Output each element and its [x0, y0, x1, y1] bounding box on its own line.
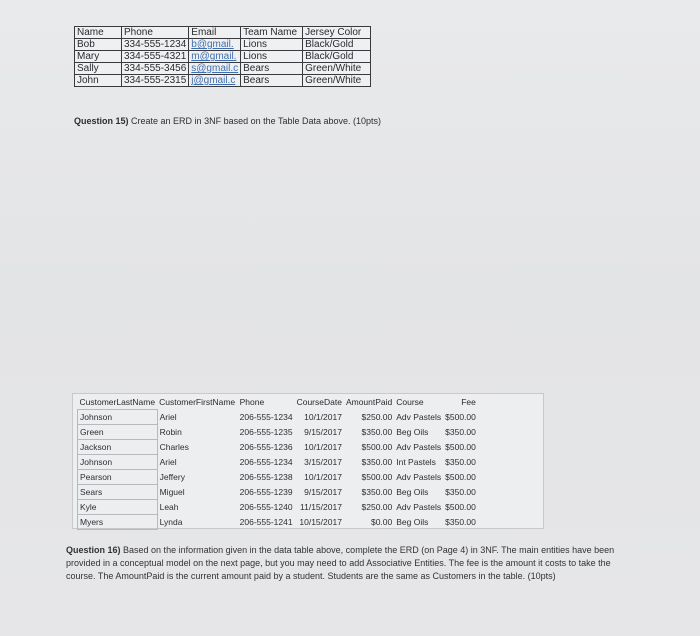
- table-row: [78, 425, 478, 440]
- question-15-label: Question 15): [74, 116, 129, 126]
- cell-fee: $500.00: [445, 502, 476, 512]
- table-row: [78, 455, 478, 470]
- cell-phone: 206-555-1234: [239, 457, 293, 467]
- email-link[interactable]: b@gmail.: [191, 39, 234, 50]
- cell-last-name: Jackson: [78, 440, 158, 455]
- cell-email[interactable]: [189, 39, 241, 51]
- cell-name: Mary: [75, 51, 122, 63]
- cell-amount-paid: $350.00: [361, 457, 393, 467]
- table-row: [78, 500, 478, 515]
- question-16: [66, 544, 626, 583]
- cell-jersey: Green/White: [303, 63, 371, 75]
- course-table-header: [78, 395, 478, 410]
- cell-email[interactable]: [189, 63, 241, 75]
- cell-amount-paid: $250.00: [361, 412, 393, 422]
- course-table: [77, 395, 478, 530]
- cell-fee: $350.00: [445, 427, 476, 437]
- cell-amount-paid: $350.00: [361, 487, 393, 497]
- cell-fee: $350.00: [445, 487, 476, 497]
- cell-last-name: Johnson: [78, 410, 158, 425]
- cell-first-name: Lynda: [159, 517, 183, 527]
- header-customer-last-name: CustomerLastName: [79, 397, 156, 407]
- cell-first-name: Ariel: [159, 412, 177, 422]
- cell-email[interactable]: [189, 51, 241, 63]
- cell-team: Lions: [241, 51, 303, 63]
- cell-course: Beg Oils: [396, 517, 429, 527]
- header-customer-first-name: CustomerFirstName: [159, 397, 236, 408]
- cell-course: Beg Oils: [396, 427, 429, 437]
- table-row: [75, 63, 371, 75]
- cell-amount-paid: $250.00: [361, 502, 393, 512]
- cell-fee: $500.00: [445, 472, 476, 482]
- cell-first-name: Leah: [159, 502, 179, 512]
- cell-course: Adv Pastels: [396, 442, 442, 452]
- cell-course-date: 10/1/2017: [304, 472, 342, 482]
- table-row: [75, 39, 371, 51]
- cell-amount-paid: $500.00: [361, 442, 393, 452]
- cell-last-name: Pearson: [78, 470, 158, 485]
- cell-phone: 206-555-1241: [239, 517, 293, 527]
- table-row: [75, 51, 371, 63]
- question-16-label: Question 16): [66, 545, 121, 555]
- email-link[interactable]: j@gmail.c: [191, 75, 236, 86]
- question-15: [74, 116, 381, 126]
- table-row: [75, 75, 371, 87]
- cell-phone: 334-555-1234: [122, 39, 189, 51]
- cell-course-date: 11/15/2017: [300, 502, 342, 512]
- cell-first-name: Miguel: [159, 487, 185, 497]
- cell-course-date: 10/15/2017: [299, 517, 342, 527]
- cell-fee: $350.00: [445, 517, 476, 527]
- cell-name: John: [75, 75, 122, 87]
- cell-fee: $350.00: [445, 457, 476, 467]
- cell-phone: 206-555-1239: [239, 487, 293, 497]
- cell-phone: 334-555-2315: [122, 75, 189, 87]
- cell-course: Adv Pastels: [396, 472, 442, 482]
- cell-jersey: Black/Gold: [303, 51, 371, 63]
- cell-phone: 206-555-1238: [239, 472, 293, 482]
- table-row: [78, 440, 478, 455]
- cell-phone: 334-555-4321: [122, 51, 189, 63]
- team-table-header: [75, 27, 371, 39]
- header-fee: Fee: [461, 397, 476, 408]
- cell-last-name: Sears: [78, 485, 158, 500]
- cell-phone: 334-555-3456: [122, 63, 189, 75]
- table-row: [78, 515, 478, 530]
- cell-course-date: 10/1/2017: [304, 412, 342, 422]
- cell-team: Bears: [241, 63, 303, 75]
- header-team-name: Team Name: [241, 27, 303, 39]
- cell-course-date: 9/15/2017: [304, 487, 342, 497]
- header-course-date: CourseDate: [296, 397, 342, 408]
- header-phone: Phone: [239, 397, 265, 408]
- cell-amount-paid: $350.00: [361, 427, 393, 437]
- cell-first-name: Ariel: [159, 457, 177, 467]
- table-row: [78, 410, 478, 425]
- cell-course-date: 9/15/2017: [304, 427, 342, 437]
- header-amount-paid: AmountPaid: [345, 397, 393, 408]
- cell-first-name: Robin: [159, 427, 182, 437]
- cell-course-date: 3/15/2017: [304, 457, 342, 467]
- header-phone: Phone: [122, 27, 189, 39]
- email-link[interactable]: s@gmail.c: [191, 63, 239, 74]
- cell-phone: 206-555-1235: [239, 427, 293, 437]
- cell-fee: $500.00: [445, 442, 476, 452]
- cell-last-name: Kyle: [78, 500, 158, 515]
- cell-jersey: Green/White: [303, 75, 371, 87]
- cell-amount-paid: $0.00: [370, 517, 393, 527]
- cell-jersey: Black/Gold: [303, 39, 371, 51]
- cell-last-name: Myers: [78, 515, 158, 530]
- course-table-image: [72, 393, 544, 529]
- cell-course: Adv Pastels: [396, 412, 442, 422]
- cell-last-name: Johnson: [78, 455, 158, 470]
- header-jersey-color: Jersey Color: [303, 27, 371, 39]
- cell-amount-paid: $500.00: [361, 472, 393, 482]
- cell-course-date: 10/1/2017: [304, 442, 342, 452]
- cell-name: Bob: [75, 39, 122, 51]
- cell-team: Bears: [241, 75, 303, 87]
- cell-first-name: Charles: [159, 442, 189, 452]
- cell-team: Lions: [241, 39, 303, 51]
- header-email: Email: [189, 27, 241, 39]
- cell-phone: 206-555-1240: [239, 502, 293, 512]
- cell-course: Beg Oils: [396, 487, 429, 497]
- team-table: [74, 26, 371, 87]
- question-16-text: Based on the information given in the data table above, complete the ERD (on Page 4) in 3NF. The main entities have been provided in a conceptual model on the next page, but you may need to add Associative Entities. The fee is the amount it costs to take the course. The AmountPaid is the current amount paid by a student. Students are the same as Customers in the table. (10pts): [66, 545, 615, 581]
- cell-fee: $500.00: [445, 412, 476, 422]
- cell-phone: 206-555-1234: [239, 412, 293, 422]
- table-row: [78, 470, 478, 485]
- cell-last-name: Green: [78, 425, 158, 440]
- header-course: Course: [396, 397, 424, 408]
- header-name: Name: [75, 27, 122, 39]
- cell-email[interactable]: [189, 75, 241, 87]
- cell-first-name: Jeffery: [159, 472, 185, 482]
- cell-name: Sally: [75, 63, 122, 75]
- cell-course: Int Pastels: [396, 457, 436, 467]
- question-15-text: Create an ERD in 3NF based on the Table Data above. (10pts): [131, 116, 382, 126]
- email-link[interactable]: m@gmail.: [191, 51, 237, 62]
- table-row: [78, 485, 478, 500]
- cell-phone: 206-555-1236: [239, 442, 293, 452]
- cell-course: Adv Pastels: [396, 502, 442, 512]
